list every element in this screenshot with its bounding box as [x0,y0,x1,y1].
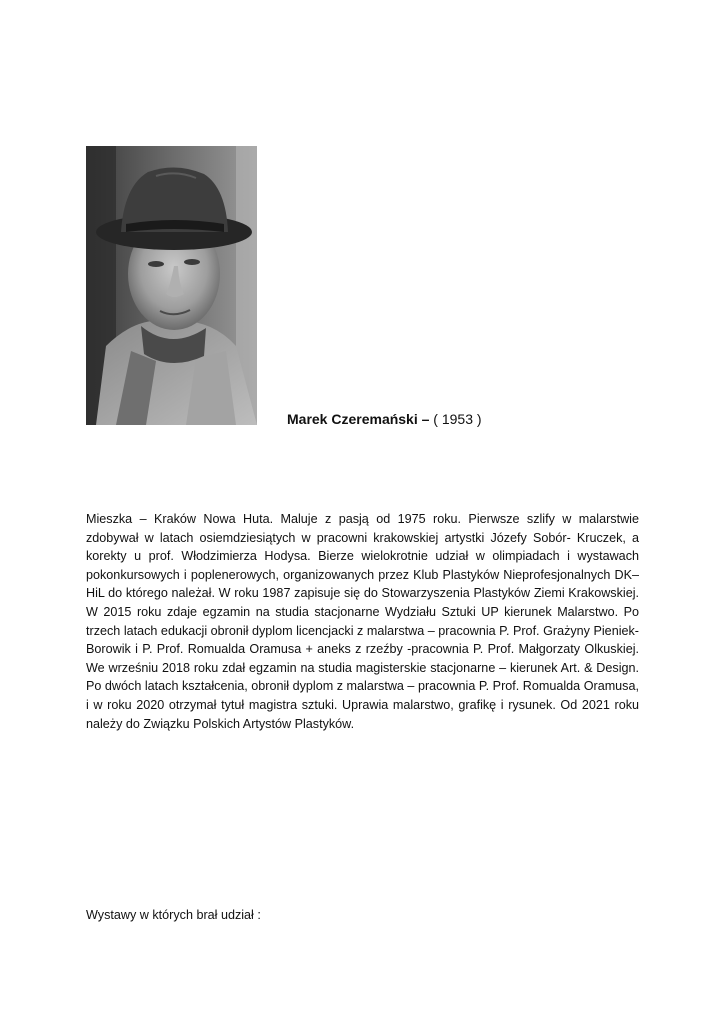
artist-years: ( 1953 ) [429,411,482,427]
exhibitions-heading: Wystawy w których brał udział : [86,908,261,922]
artist-name: Marek Czeremański – [287,411,430,427]
artist-portrait-photo [86,146,257,425]
artist-biography: Mieszka – Kraków Nowa Huta. Maluje z pasją od 1975 roku. Pierwsze szlify w malarstwie zdobywał w latach osiemdziesiątych w pracowni krakowskiej artystki Józefy Sobór- Kruczek, a korekty u prof. Włodzimierza Hodysa. Bierze wielokrotnie udział w olimpiadach i wystawach pokonkursowych i poplenerowych, organizowanych przez Klub Plastyków Nieprofesjonalnych DK–HiL do którego należał. W roku 1987 zapisuje się do Stowarzyszenia Plastyków Ziemi Krakowskiej. W 2015 roku zdaje egzamin na studia stacjonarne Wydziału Sztuki UP kierunek Malarstwo. Po trzech latach edukacji obronił dyplom licencjacki z malarstwa – pracownia P. Prof. Grażyny Pieniek- Borowik i P. Prof. Romualda Oramusa + aneks z rzeźby -pracownia P. Prof. Małgorzaty Olkuskiej. We wrześniu 2018 roku zdał egzamin na studia magisterskie stacjonarne – kierunek Art. & Design. Po dwóch latach kształcenia, obronił dyplom z malarstwa – pracownia P. Prof. Romualda Oramusa, i w roku 2020 otrzymał tytuł magistra sztuki. Uprawia malarstwo, grafikę i rysunek. Od 2021 roku należy do Związku Polskich Artystów Plastyków. [86,512,639,731]
artist-name-heading [287,410,482,428]
